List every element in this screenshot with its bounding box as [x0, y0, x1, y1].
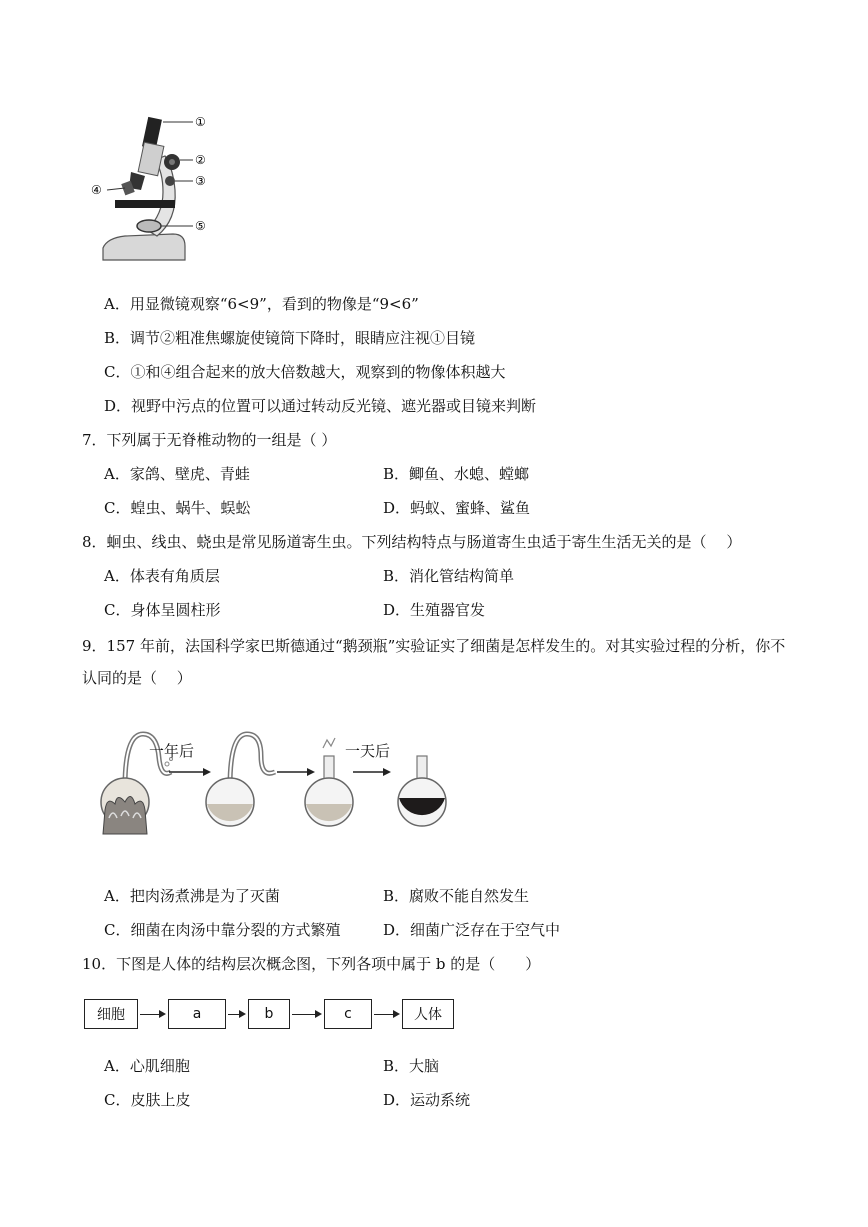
q9-option-b: B．腐败不能自然发生 [383, 887, 530, 905]
q6-option-c: C．①和④组合起来的放大倍数越大，观察到的物像体积越大 [104, 363, 506, 381]
arrow-2 [307, 768, 315, 776]
microscope-label-3: ③ [195, 174, 206, 188]
q10-option-a: A．心肌细胞 [104, 1057, 190, 1075]
steam-icon [165, 762, 169, 766]
broken-neck-icon [323, 738, 335, 748]
q9-option-d: D．细菌广泛存在于空气中 [383, 921, 561, 939]
q8-option-b: B．消化管结构简单 [383, 567, 515, 585]
q8-option-d: D．生殖器官发 [383, 601, 486, 619]
concept-box-c: c [324, 999, 372, 1029]
figure-label-2: 一天后 [345, 742, 391, 760]
q9-stem-line2: 认同的是（ ） [82, 669, 192, 687]
q10-option-c: C．皮肤上皮 [104, 1091, 191, 1109]
q6-option-a: A．用显微镜观察“6<9”，看到的物像是“9<6” [104, 295, 419, 313]
concept-arrow-4 [374, 1014, 398, 1015]
q9-option-a: A．把肉汤煮沸是为了灭菌 [104, 887, 280, 905]
flask-4 [398, 756, 446, 826]
microscope-label-4: ④ [91, 183, 102, 197]
q10-stem: 10．下图是人体的结构层次概念图，下列各项中属于 b 的是（ ） [82, 955, 541, 973]
q6-option-b: B．调节②粗准焦螺旋使镜筒下降时，眼睛应注视①目镜 [104, 329, 476, 347]
concept-arrow-2 [228, 1014, 244, 1015]
concept-box-b: b [248, 999, 290, 1029]
microscope-label-1: ① [195, 115, 206, 129]
flask-2 [206, 734, 275, 826]
q10-option-d: D．运动系统 [383, 1091, 471, 1109]
figure-label-1: 一年后 [149, 742, 195, 760]
swan-neck-flask-figure [95, 726, 450, 838]
concept-arrow-1 [140, 1014, 164, 1015]
microscope-label-5: ⑤ [195, 219, 206, 233]
q6-option-d: D．视野中污点的位置可以通过转动反光镜、遮光器或目镜来判断 [104, 397, 537, 415]
fine-focus-knob [165, 176, 175, 186]
concept-arrow-3 [292, 1014, 320, 1015]
q8-option-a: A．体表有角质层 [104, 567, 220, 585]
q8-stem: 8．蛔虫、线虫、蛲虫是常见肠道寄生虫。下列结构特点与肠道寄生虫适于寄生生活无关的是（ ） [82, 533, 742, 551]
arrow-1 [203, 768, 211, 776]
microscope-label-2: ② [195, 153, 206, 167]
microscope-base [103, 234, 185, 260]
stage [115, 200, 175, 208]
q8-option-c: C．身体呈圆柱形 [104, 601, 221, 619]
concept-box-cell: 细胞 [84, 999, 138, 1029]
q9-option-c: C．细菌在肉汤中靠分裂的方式繁殖 [104, 921, 341, 939]
q7-option-a: A．家鸽、壁虎、青蛙 [104, 465, 250, 483]
q7-stem: 7．下列属于无脊椎动物的一组是（ ） [82, 431, 337, 449]
concept-box-human: 人体 [402, 999, 454, 1029]
q7-option-d: D．蚂蚁、蜜蜂、鲨鱼 [383, 499, 531, 517]
q9-stem-line1: 9．157 年前，法国科学家巴斯德通过“鹅颈瓶”实验证实了细菌是怎样发生的。对其实验过程的分析，你不 [82, 637, 786, 655]
q7-option-b: B．鲫鱼、水螅、螳螂 [383, 465, 530, 483]
arrow-3 [383, 768, 391, 776]
q10-option-b: B．大脑 [383, 1057, 440, 1075]
concept-box-a: a [168, 999, 226, 1029]
mirror [137, 220, 161, 232]
q7-option-c: C．蝗虫、蜗牛、蜈蚣 [104, 499, 251, 517]
microscope-figure [85, 110, 220, 268]
